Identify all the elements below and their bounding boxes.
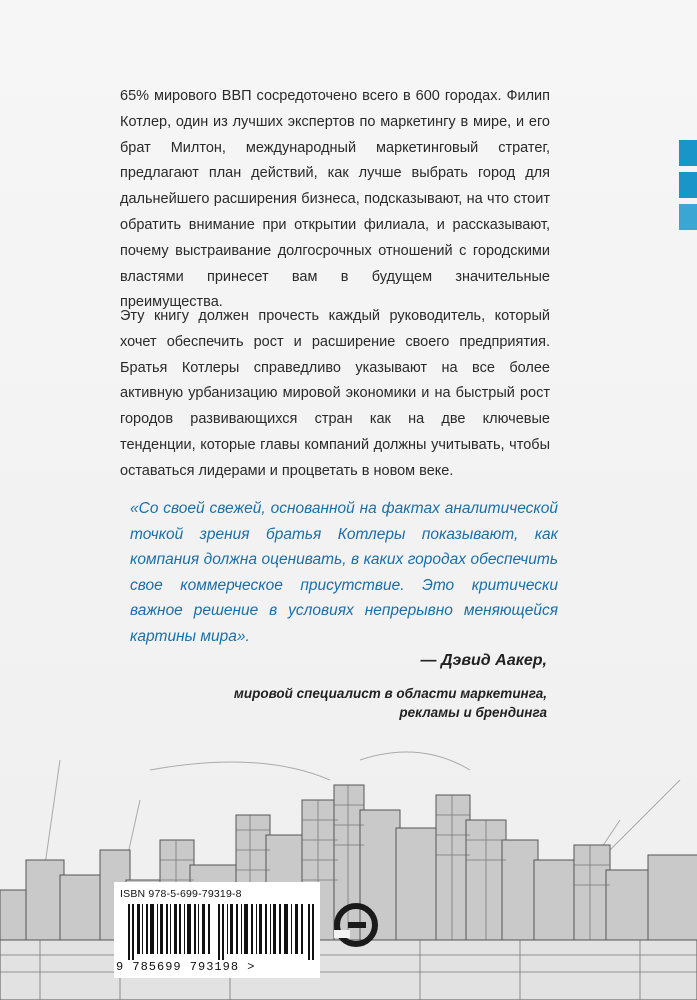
barcode-bars — [128, 904, 314, 960]
description-paragraph-1: 65% мирового ВВП сосредоточено всего в 600 городах. Филип Котлер, один из лучших экспертов по маркетингу в мире, и его брат Милтон, международный маркетинговый стратег, предлагают план действий, как лучше выбрать город для дальнейшего расширения бизнеса, подсказывают, на что стоит обратить внимание при открытии филиала, и рассказывают, почему выстраивание долгосрочных отношений с городскими властями принесет вам в будущем значительные преимущества. — [120, 88, 550, 311]
review-quote: «Со своей свежей, основанной на фактах аналитической точкой зрения братья Котлеры показывают, как компания должна оценивать, в каких городах обеспечить свое коммерческое присутствие. Это критически важное решение в условиях непрерывно меняющейся картины мира». — [130, 500, 558, 645]
publisher-logo-letter: Э — [356, 927, 361, 933]
quote-author: — Дэвид Аакер, — [420, 652, 547, 669]
ean-digits: 9 785699 793198 > — [116, 960, 256, 974]
accent-stripe — [679, 172, 697, 198]
description-paragraph-2: Эту книгу должен прочесть каждый руководитель, который хочет обеспечить рост и расширение своего предприятия. Братья Котлеры справедливо указывают на все более активную урбанизацию мировой экономики и на быстрый рост городов развивающихся стран как на две ключевые тенденции, которые главы компаний должны учитывать, чтобы оставаться лидерами и процветать в новом веке. — [120, 308, 550, 479]
isbn-barcode-block — [114, 882, 320, 978]
quote-author-role: мировой специалист в области маркетинга, рекламы и брендинга — [233, 686, 547, 720]
publisher-logo — [334, 894, 378, 956]
accent-stripe — [679, 140, 697, 166]
isbn-number: ISBN 978-5-699-79319-8 — [120, 888, 242, 900]
accent-stripe — [679, 204, 697, 230]
city-skyline-illustration — [0, 740, 697, 1000]
